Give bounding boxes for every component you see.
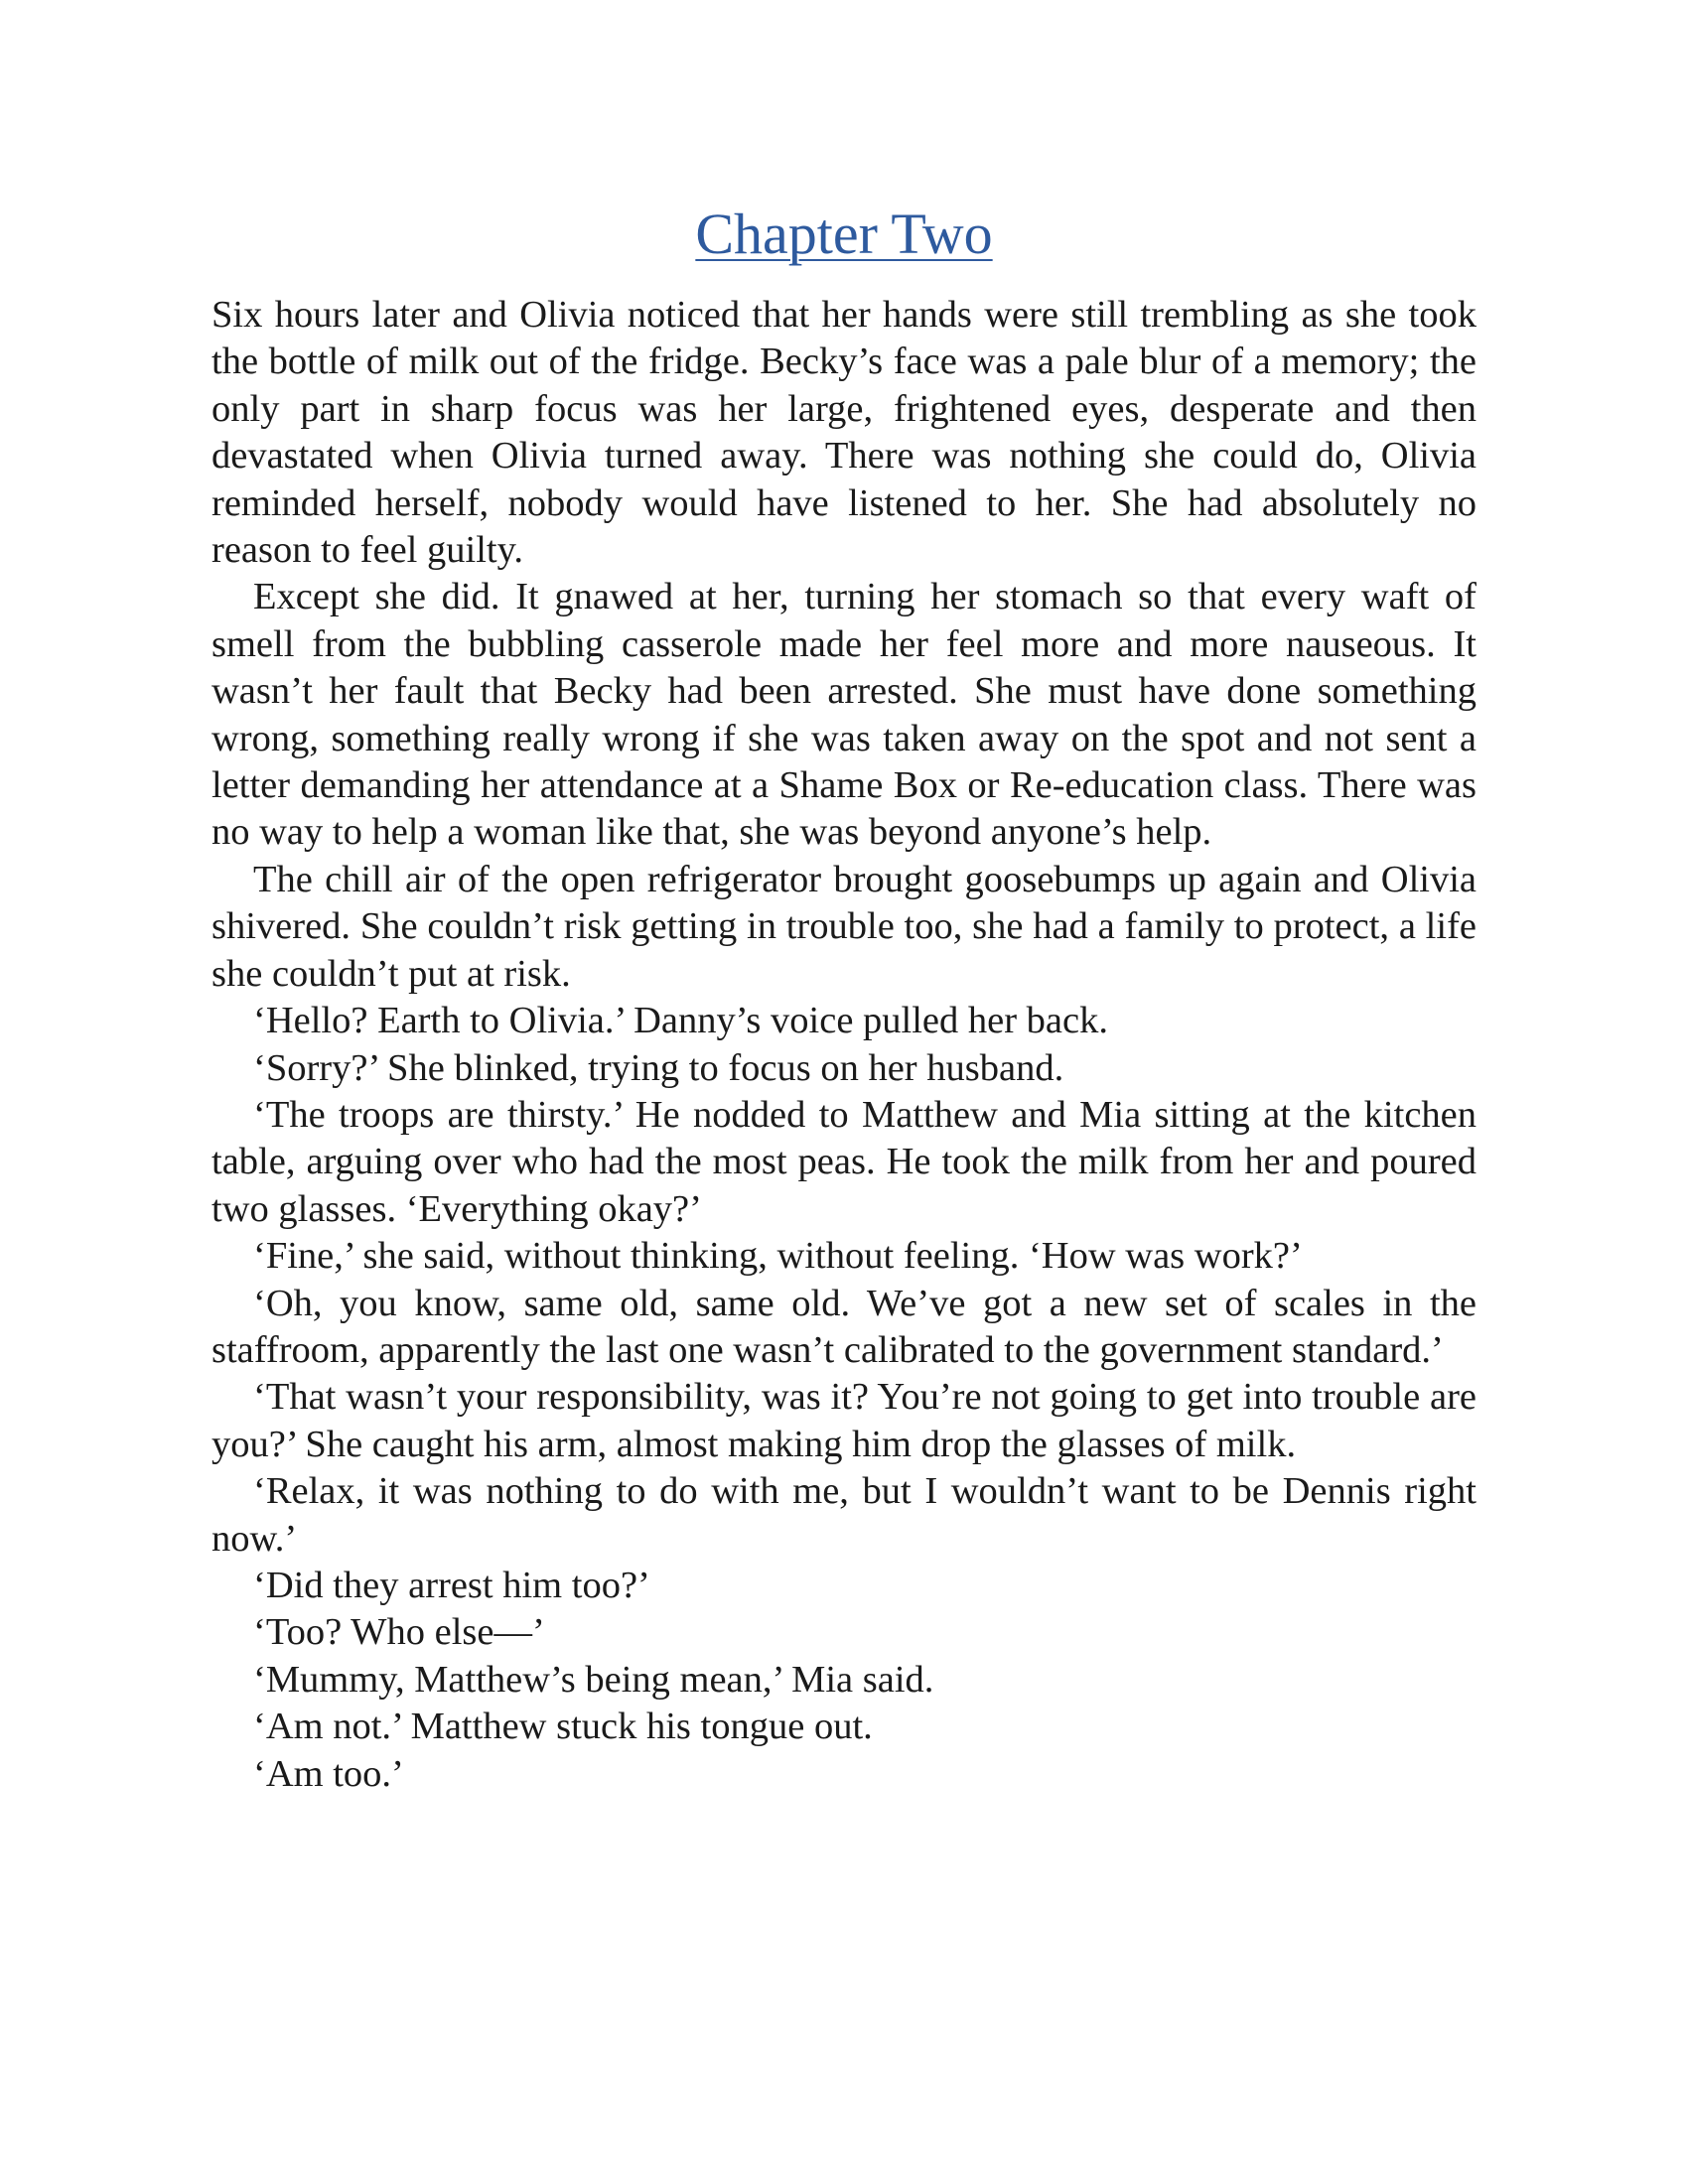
paragraph: The chill air of the open refrigerator brought goosebumps up again and Olivia shivered. She couldn’t risk getting in trouble too, she had a family to protect, a life she couldn’t put at risk. <box>211 858 1477 995</box>
paragraph: ‘The troops are thirsty.’ He nodded to Matthew and Mia sitting at the kitchen table, arguing over who had the most peas. He took the milk from her and poured two glasses. ‘Everything okay?’ <box>211 1093 1477 1230</box>
paragraph: ‘Sorry?’ She blinked, trying to focus on her husband. <box>253 1046 1064 1089</box>
paragraph: ‘That wasn’t your responsibility, was it? You’re not going to get into trouble are you?’ She caught his arm, almost making him drop the glasses of milk. <box>211 1376 1477 1465</box>
paragraph: ‘Mummy, Matthew’s being mean,’ Mia said. <box>253 1658 934 1701</box>
paragraph: Six hours later and Olivia noticed that her hands were still trembling as she took the bottle of milk out of the fridge. Becky’s face was a pale blur of a memory; the only part in sharp focus was her large, frightened eyes, desperate and then devastated when Olivia turned away. There was nothing she could do, Olivia reminded herself, nobody would have listened to her. She had absolutely no reason to feel guilty. <box>211 294 1477 572</box>
paragraph: ‘Am too.’ <box>253 1752 404 1795</box>
paragraph: ‘Did they arrest him too?’ <box>253 1564 650 1606</box>
paragraph: ‘Fine,’ she said, without thinking, without feeling. ‘How was work?’ <box>253 1235 1303 1278</box>
chapter-title: Chapter Two <box>695 202 993 266</box>
chapter-body <box>211 292 1477 1798</box>
paragraph: Except she did. It gnawed at her, turning her stomach so that every waft of smell from the bubbling casserole made her feel more and more nauseous. It wasn’t her fault that Becky had been arrested. She must have done something wrong, something really wrong if she was taken away on the spot and not sent a letter demanding her attendance at a Shame Box or Re-education class. There was no way to help a woman like that, she was beyond anyone’s help. <box>211 576 1477 854</box>
paragraph: ‘Hello? Earth to Olivia.’ Danny’s voice pulled her back. <box>253 1000 1108 1042</box>
paragraph: ‘Oh, you know, same old, same old. We’ve got a new set of scales in the staffroom, apparently the last one wasn’t calibrated to the government standard.’ <box>211 1282 1477 1371</box>
paragraph: ‘Am not.’ Matthew stuck his tongue out. <box>253 1706 873 1748</box>
paragraph: ‘Too? Who else—’ <box>253 1611 545 1654</box>
paragraph: ‘Relax, it was nothing to do with me, but I wouldn’t want to be Dennis right now.’ <box>211 1470 1477 1560</box>
